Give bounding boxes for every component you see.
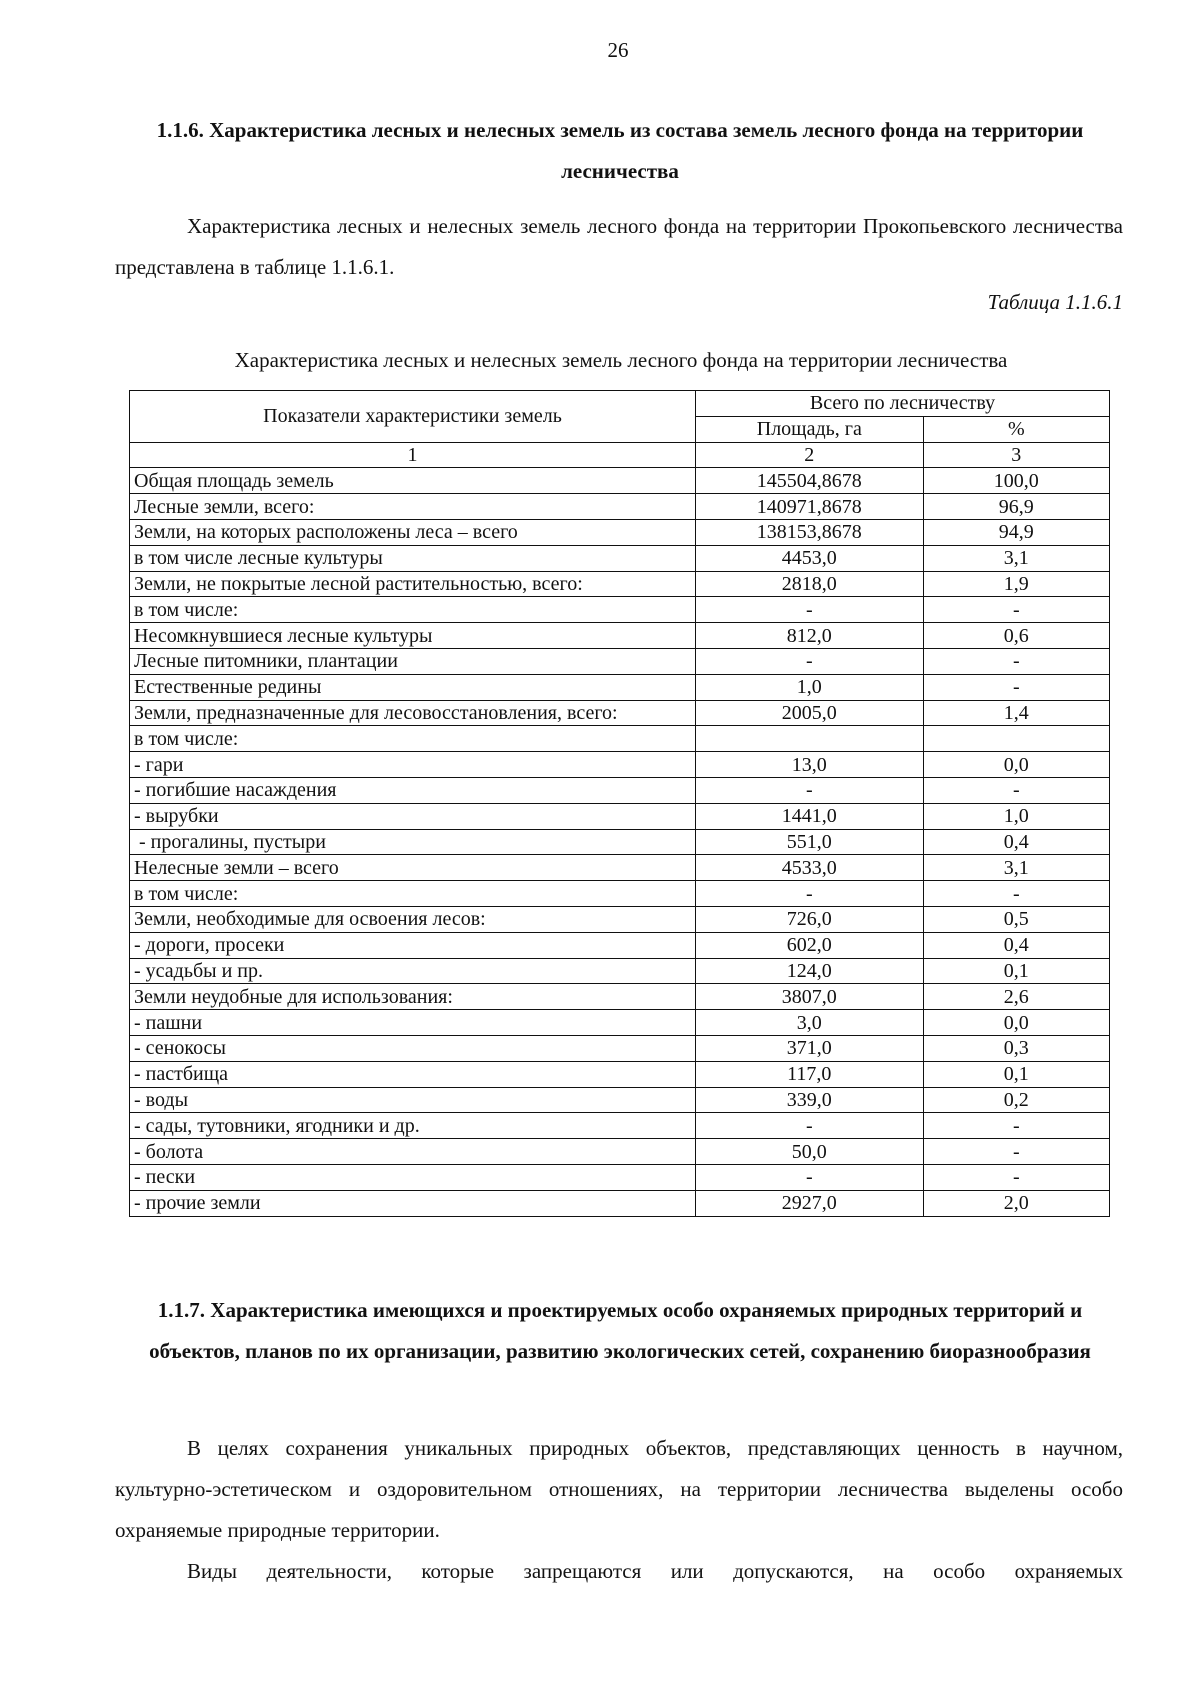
table-row bbox=[130, 1139, 1110, 1165]
cell-indicator: Лесные питомники, плантации bbox=[130, 648, 696, 674]
cell-percent: 0,4 bbox=[923, 932, 1109, 958]
cell-percent: 0,4 bbox=[923, 829, 1109, 855]
table-header-row bbox=[130, 391, 1110, 417]
cell-indicator: - пески bbox=[130, 1164, 696, 1190]
cell-indicator: Земли, предназначенные для лесовосстановления, всего: bbox=[130, 700, 696, 726]
intro-paragraph: Характеристика лесных и нелесных земель лесного фонда на территории Прокопьевского лесничества представлена в таблице 1.1.6.1. bbox=[115, 214, 1123, 279]
cell-area: 1,0 bbox=[695, 674, 923, 700]
cell-area: - bbox=[695, 1113, 923, 1139]
table-row bbox=[130, 906, 1110, 932]
cell-area: 124,0 bbox=[695, 958, 923, 984]
cell-area: - bbox=[695, 1164, 923, 1190]
table-row bbox=[130, 881, 1110, 907]
cell-indicator: Земли, не покрытые лесной растительностью, всего: bbox=[130, 571, 696, 597]
table-row bbox=[130, 623, 1110, 649]
table-row bbox=[130, 571, 1110, 597]
table-row bbox=[130, 1113, 1110, 1139]
cell-area: - bbox=[695, 777, 923, 803]
cell-area: 3807,0 bbox=[695, 984, 923, 1010]
header-indicators: Показатели характеристики земель bbox=[130, 391, 696, 443]
cell-percent: 0,1 bbox=[923, 1061, 1109, 1087]
cell-area: - bbox=[695, 881, 923, 907]
cell-indicator: в том числе: bbox=[130, 881, 696, 907]
cell-area: 2927,0 bbox=[695, 1190, 923, 1216]
cell-area: 50,0 bbox=[695, 1139, 923, 1165]
cell-percent: 0,0 bbox=[923, 752, 1109, 778]
table-row bbox=[130, 468, 1110, 494]
table-row bbox=[130, 1010, 1110, 1036]
table-row bbox=[130, 803, 1110, 829]
cell-indicator: - болота bbox=[130, 1139, 696, 1165]
table-row bbox=[130, 752, 1110, 778]
cell-indicator: Нелесные земли – всего bbox=[130, 855, 696, 881]
cell-indicator: Общая площадь земель bbox=[130, 468, 696, 494]
cell-area: 339,0 bbox=[695, 1087, 923, 1113]
table-row bbox=[130, 777, 1110, 803]
cell-area: 138153,8678 bbox=[695, 519, 923, 545]
cell-indicator: Земли неудобные для использования: bbox=[130, 984, 696, 1010]
cell-indicator: в том числе лесные культуры bbox=[130, 545, 696, 571]
column-number: 2 bbox=[695, 442, 923, 468]
cell-indicator: Естественные редины bbox=[130, 674, 696, 700]
cell-area: 812,0 bbox=[695, 623, 923, 649]
activities-paragraph: Виды деятельности, которые запрещаются или допускаются, на особо охраняемых bbox=[187, 1559, 1123, 1583]
cell-percent: - bbox=[923, 1164, 1109, 1190]
cell-area bbox=[695, 726, 923, 752]
table-row bbox=[130, 855, 1110, 881]
cell-area: 145504,8678 bbox=[695, 468, 923, 494]
header-percent: % bbox=[923, 416, 1109, 442]
column-numbering-row bbox=[130, 442, 1110, 468]
cell-indicator: - воды bbox=[130, 1087, 696, 1113]
cell-percent: - bbox=[923, 881, 1109, 907]
cell-indicator: - сады, тутовники, ягодники и др. bbox=[130, 1113, 696, 1139]
cell-indicator: Земли, необходимые для освоения лесов: bbox=[130, 906, 696, 932]
cell-indicator: - усадьбы и пр. bbox=[130, 958, 696, 984]
cell-percent: 2,0 bbox=[923, 1190, 1109, 1216]
cell-indicator: Несомкнувшиеся лесные культуры bbox=[130, 623, 696, 649]
cell-percent: 94,9 bbox=[923, 519, 1109, 545]
cell-percent: 2,6 bbox=[923, 984, 1109, 1010]
cell-area: 602,0 bbox=[695, 932, 923, 958]
column-number: 3 bbox=[923, 442, 1109, 468]
cell-indicator: - прогалины, пустыри bbox=[130, 829, 696, 855]
cell-percent: 96,9 bbox=[923, 494, 1109, 520]
cell-area: 1441,0 bbox=[695, 803, 923, 829]
header-forestry-total: Всего по лесничеству bbox=[695, 391, 1109, 417]
cell-area: - bbox=[695, 597, 923, 623]
cell-percent: 1,0 bbox=[923, 803, 1109, 829]
cell-percent: 1,9 bbox=[923, 571, 1109, 597]
cell-area: 4533,0 bbox=[695, 855, 923, 881]
cell-indicator: - пастбища bbox=[130, 1061, 696, 1087]
table-row bbox=[130, 1087, 1110, 1113]
cell-percent: 1,4 bbox=[923, 700, 1109, 726]
cell-indicator: - гари bbox=[130, 752, 696, 778]
cell-percent: 100,0 bbox=[923, 468, 1109, 494]
cell-area: 2005,0 bbox=[695, 700, 923, 726]
cell-percent: - bbox=[923, 674, 1109, 700]
cell-indicator: - погибшие насаждения bbox=[130, 777, 696, 803]
table-label: Таблица 1.1.6.1 bbox=[987, 290, 1123, 314]
cell-area: 371,0 bbox=[695, 1035, 923, 1061]
cell-indicator: в том числе: bbox=[130, 726, 696, 752]
cell-indicator: - вырубки bbox=[130, 803, 696, 829]
cell-indicator: Лесные земли, всего: bbox=[130, 494, 696, 520]
cell-percent: 0,2 bbox=[923, 1087, 1109, 1113]
table-row bbox=[130, 958, 1110, 984]
cell-area: 551,0 bbox=[695, 829, 923, 855]
cell-area: 117,0 bbox=[695, 1061, 923, 1087]
cell-area: 2818,0 bbox=[695, 571, 923, 597]
cell-area: 726,0 bbox=[695, 906, 923, 932]
section-heading-1-1-6: 1.1.6. Характеристика лесных и нелесных земель из состава земель лесного фонда на территории лесничества bbox=[156, 118, 1084, 183]
cell-indicator: Земли, на которых расположены леса – всего bbox=[130, 519, 696, 545]
table-row bbox=[130, 1035, 1110, 1061]
cell-percent: 3,1 bbox=[923, 855, 1109, 881]
protected-areas-paragraph: В целях сохранения уникальных природных объектов, представляющих ценность в научном, культурно-эстетическом и оздоровительном отношениях, на территории лесничества выделены особо охраняемые природные территории. bbox=[115, 1436, 1123, 1542]
table-row bbox=[130, 984, 1110, 1010]
cell-indicator: в том числе: bbox=[130, 597, 696, 623]
table-row bbox=[130, 674, 1110, 700]
cell-percent: - bbox=[923, 1139, 1109, 1165]
cell-area: 3,0 bbox=[695, 1010, 923, 1036]
cell-percent: 0,0 bbox=[923, 1010, 1109, 1036]
cell-area: 13,0 bbox=[695, 752, 923, 778]
cell-percent: - bbox=[923, 597, 1109, 623]
table-row bbox=[130, 726, 1110, 752]
table-body bbox=[130, 468, 1110, 1216]
table-row bbox=[130, 700, 1110, 726]
table-row bbox=[130, 597, 1110, 623]
cell-indicator: - сенокосы bbox=[130, 1035, 696, 1061]
table-row bbox=[130, 648, 1110, 674]
table-row bbox=[130, 829, 1110, 855]
table-caption: Характеристика лесных и нелесных земель лесного фонда на территории лесничества bbox=[234, 348, 1008, 372]
section-heading-1-1-7: 1.1.7. Характеристика имеющихся и проектируемых особо охраняемых природных территорий и объектов, планов по их организации, развитию экологических сетей, сохранению биоразнообразия bbox=[149, 1298, 1091, 1363]
table-row bbox=[130, 932, 1110, 958]
table-row bbox=[130, 494, 1110, 520]
cell-indicator: - пашни bbox=[130, 1010, 696, 1036]
cell-percent: 3,1 bbox=[923, 545, 1109, 571]
table-row bbox=[130, 1164, 1110, 1190]
cell-percent: 0,6 bbox=[923, 623, 1109, 649]
cell-area: 140971,8678 bbox=[695, 494, 923, 520]
cell-percent: - bbox=[923, 777, 1109, 803]
cell-indicator: - прочие земли bbox=[130, 1190, 696, 1216]
land-characteristics-table bbox=[129, 390, 1110, 1217]
column-number: 1 bbox=[130, 442, 696, 468]
page-number: 26 bbox=[607, 38, 629, 62]
header-area: Площадь, га bbox=[695, 416, 923, 442]
cell-area: - bbox=[695, 648, 923, 674]
table-row bbox=[130, 545, 1110, 571]
cell-indicator: - дороги, просеки bbox=[130, 932, 696, 958]
cell-percent: 0,3 bbox=[923, 1035, 1109, 1061]
table-row bbox=[130, 1061, 1110, 1087]
table-row bbox=[130, 1190, 1110, 1216]
cell-percent: - bbox=[923, 648, 1109, 674]
cell-percent bbox=[923, 726, 1109, 752]
cell-percent: 0,5 bbox=[923, 906, 1109, 932]
table-row bbox=[130, 519, 1110, 545]
cell-percent: - bbox=[923, 1113, 1109, 1139]
cell-percent: 0,1 bbox=[923, 958, 1109, 984]
cell-area: 4453,0 bbox=[695, 545, 923, 571]
